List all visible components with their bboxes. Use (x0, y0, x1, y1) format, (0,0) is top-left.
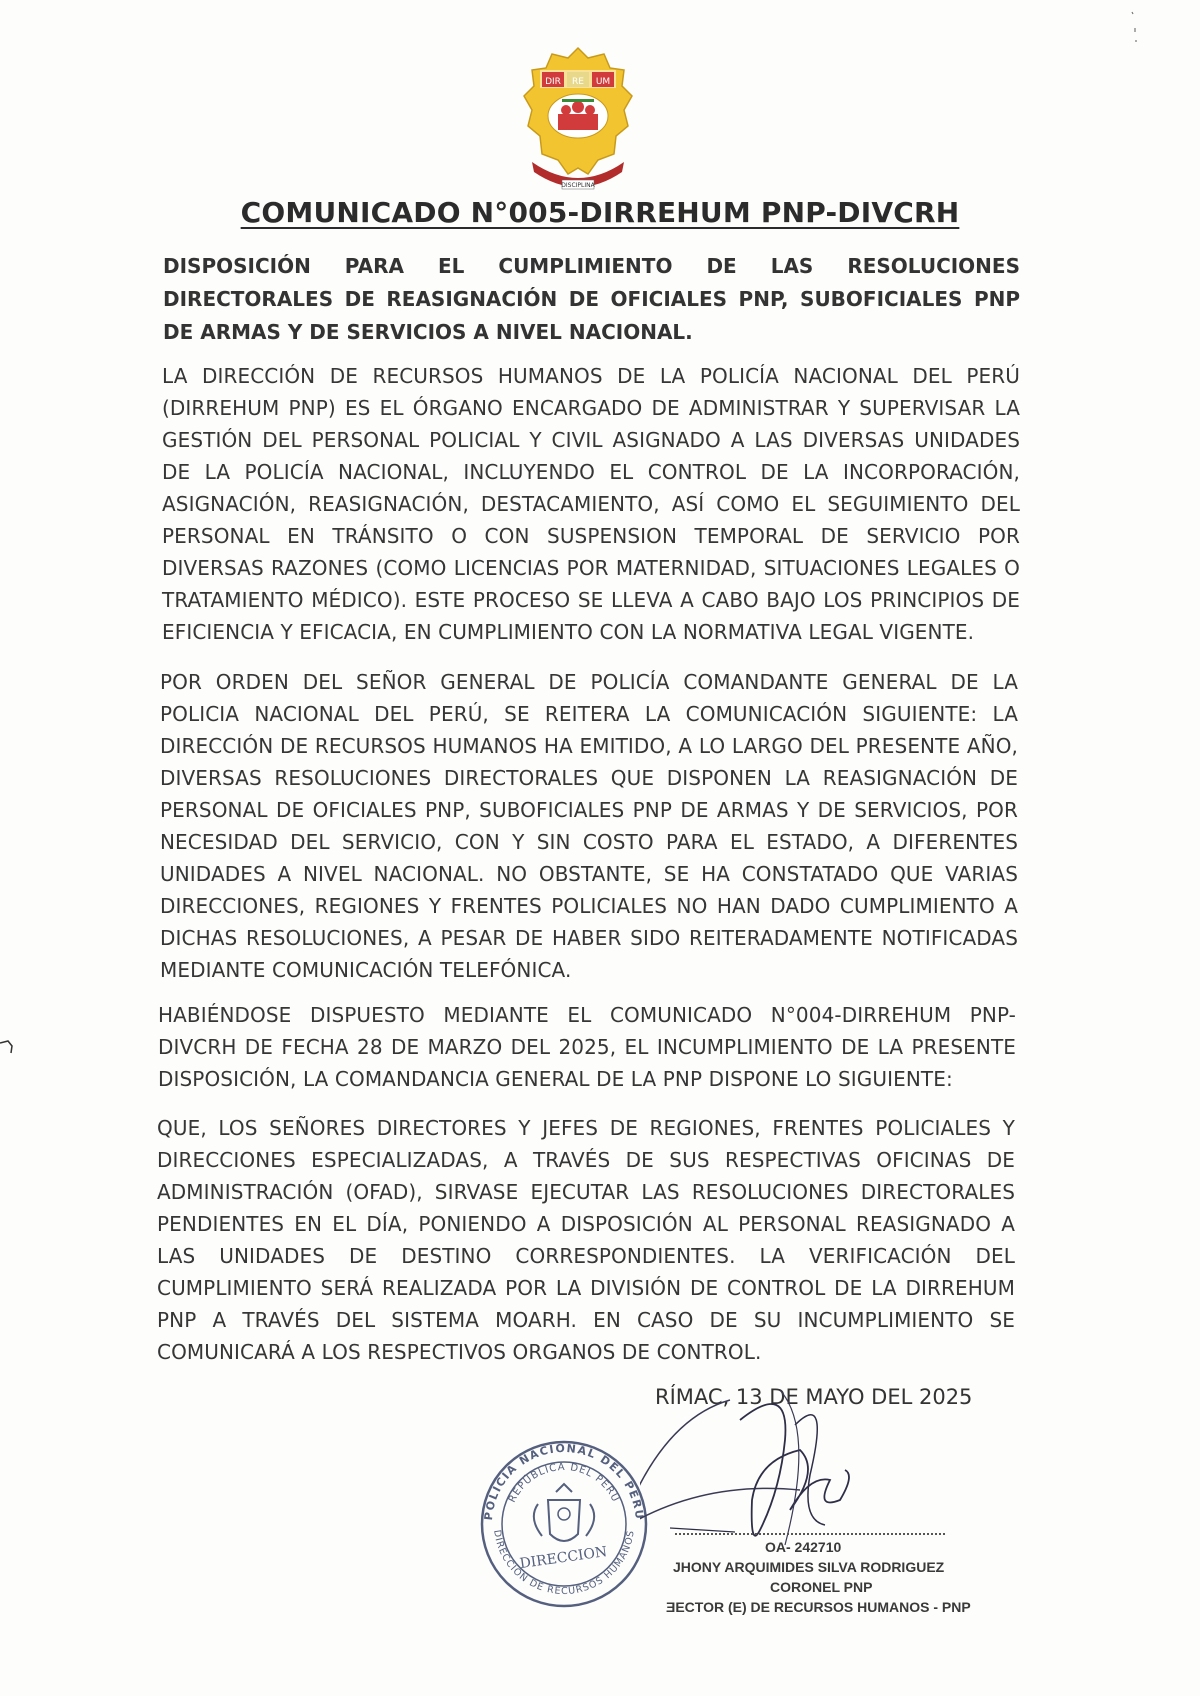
paragraph-4: QUE, LOS SEÑORES DIRECTORES Y JEFES DE REGIONES, FRENTES POLICIALES Y DIRECCIONES ESPECIALIZADAS, A TRAVÉS DE SUS RESPECTIVAS OFICINAS DE ADMINISTRACIÓN (OFAD), SIRVASE EJECUTAR LAS RESOLUCIONES DIRECTORALES PENDIENTES EN EL DÍA, PONIENDO A DISPOSICIÓN AL PERSONAL REASIGNADO A LAS UNIDADES DE DESTINO CORRESPONDIENTES. LA VERIFICACIÓN DEL CUMPLIMIENTO SERÁ REALIZADA POR LA DIVISIÓN DE CONTROL DE LA DIRREHUM PNP A TRAVÉS DEL SISTEMA MOARH. EN CASO DE SU INCUMPLIMIENTO SE COMUNICARÁ A LOS RESPECTIVOS ORGANOS DE CONTROL. (157, 1116, 1015, 1364)
signer-rank: CORONEL PNP (770, 1579, 873, 1595)
emblem-text-1: DIR (545, 77, 561, 87)
document-title-text: COMUNICADO N°005-DIRREHUM PNP-DIVCRH (240, 196, 960, 229)
document-title (0, 196, 1200, 229)
signature-block (666, 1537, 971, 1617)
paragraph-1: LA DIRECCIÓN DE RECURSOS HUMANOS DE LA POLICÍA NACIONAL DEL PERÚ (DIRREHUM PNP) ES EL ÓRGANO ENCARGADO DE ADMINISTRAR Y SUPERVISAR LA GESTIÓN DEL PERSONAL POLICIAL Y CIVIL ASIGNADO A LAS DIVERSAS UNIDADES DE LA POLICÍA NACIONAL, INCLUYENDO EL CONTROL DE LA INCORPORACIÓN, ASIGNACIÓN, REASIGNACIÓN, DESTACAMIENTO, ASÍ COMO EL SEGUIMIENTO DEL PERSONAL EN TRÁNSITO O CON SUSPENSION TEMPORAL DE SERVICIO POR DIVERSAS RAZONES (COMO LICENCIAS POR MATERNIDAD, SITUACIONES LEGALES O TRATAMIENTO MÉDICO). ESTE PROCESO SE LLEVA A CABO BAJO LOS PRINCIPIOS DE EFICIENCIA Y EFICACIA, EN CUMPLIMIENTO CON LA NORMATIVA LEGAL VIGENTE. (162, 364, 1020, 644)
date-line: RÍMAC, 13 DE MAYO DEL 2025 (655, 1385, 973, 1409)
emblem-text-3: UM (595, 77, 611, 87)
official-seal (478, 1438, 650, 1610)
signer-name: JHONY ARQUIMIDES SILVA RODRIGUEZ (673, 1559, 945, 1575)
seal-inner-text: REPÚBLICA DEL PERU (506, 1461, 622, 1505)
emblem-motto: DISCIPLINA (561, 182, 595, 189)
paragraph-3: HABIÉNDOSE DISPUESTO MEDIANTE EL COMUNICADO N°004-DIRREHUM PNP-DIVCRH DE FECHA 28 DE MARZO DEL 2025, EL INCUMPLIMIENTO DE LA PRESENTE DISPOSICIÓN, LA COMANDANCIA GENERAL DE LA PNP DISPONE LO SIGUIENTE: (158, 1003, 1016, 1091)
document-subject: DISPOSICIÓN PARA EL CUMPLIMIENTO DE LAS RESOLUCIONES DIRECTORALES DE REASIGNACIÓN DE OFICIALES PNP, SUBOFICIALES PNP DE ARMAS Y DE SERVICIOS A NIVEL NACIONAL. (163, 254, 1020, 344)
signature-line (675, 1533, 945, 1535)
dirrehum-emblem (518, 44, 638, 194)
signer-cip: OA- 242710 (765, 1539, 842, 1555)
svg-text:POLICIA NACIONAL DEL PERU (482, 1442, 646, 1521)
seal-outer-text: POLICIA NACIONAL DEL PERU (481, 1441, 647, 1521)
emblem-text-2: RE (572, 77, 584, 87)
seal-lower-text: DIRECCION DE RECURSOS HUMANOS (491, 1529, 637, 1598)
margin-scan-mark (0, 1040, 16, 1054)
signer-role: ƎECTOR (E) DE RECURSOS HUMANOS - PNP (666, 1599, 971, 1615)
seal-center-text: DIRECCION (518, 1543, 609, 1573)
paragraph-2: POR ORDEN DEL SEÑOR GENERAL DE POLICÍA COMANDANTE GENERAL DE LA POLICIA NACIONAL DEL PERÚ, SE REITERA LA COMUNICACIÓN SIGUIENTE: LA DIRECCIÓN DE RECURSOS HUMANOS HA EMITIDO, A LO LARGO DEL PRESENTE AÑO, DIVERSAS RESOLUCIONES DIRECTORALES QUE DISPONEN LA REASIGNACIÓN DE PERSONAL DE OFICIALES PNP, SUBOFICIALES PNP DE ARMAS Y DE SERVICIOS, POR NECESIDAD DEL SERVICIO, CON Y SIN COSTO PARA EL ESTADO, A DIFERENTES UNIDADES A NIVEL NACIONAL. NO OBSTANTE, SE HA CONSTATADO QUE VARIAS DIRECCIONES, REGIONES Y FRENTES POLICIALES NO HAN DADO CUMPLIMIENTO A DICHAS RESOLUCIONES, A PESAR DE HABER SIDO REITERADAMENTE NOTIFICADAS MEDIANTE COMUNICACIÓN TELEFÓNICA. (160, 670, 1018, 982)
corner-scan-mark (1128, 8, 1142, 48)
